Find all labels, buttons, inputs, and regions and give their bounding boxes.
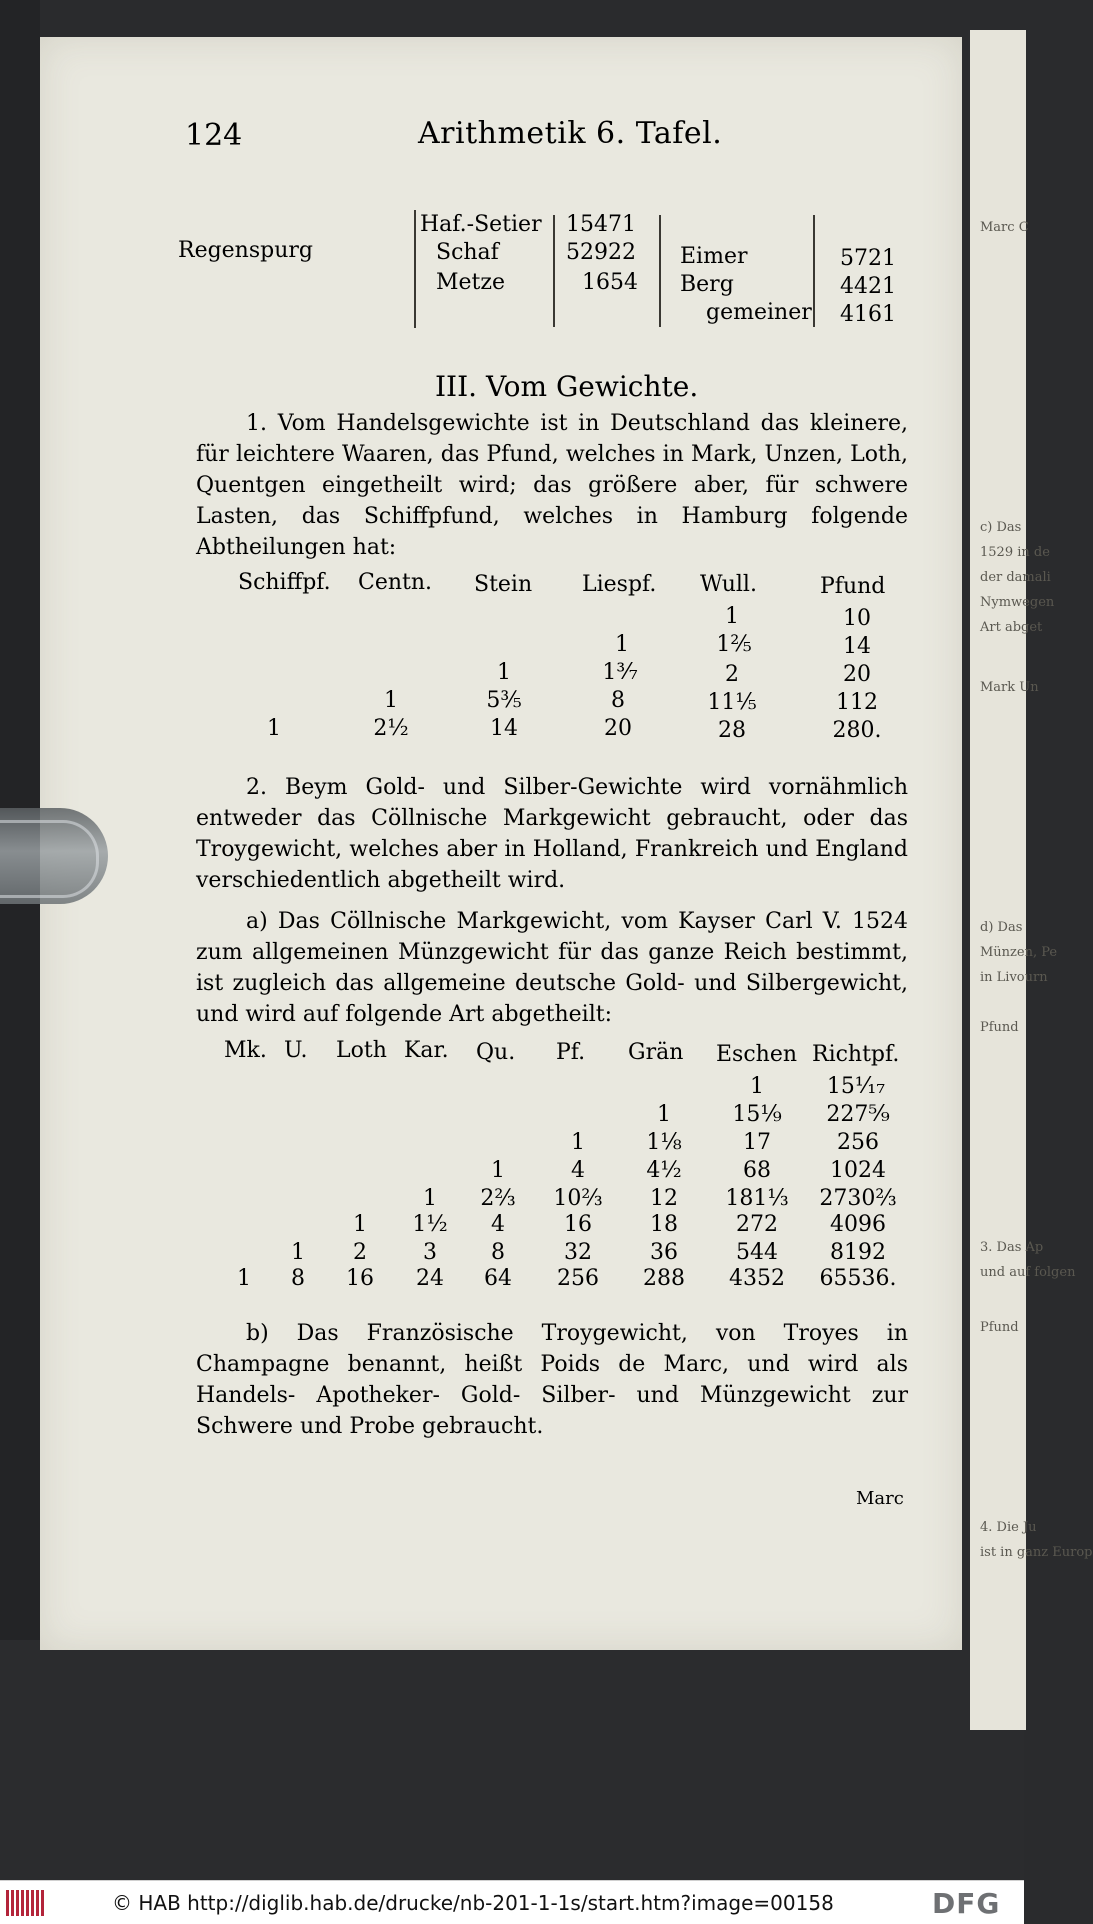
next-page-edge <box>968 30 1093 1730</box>
next-page-fragment: 3. Das Ap <box>980 1240 1044 1255</box>
table-cell: 8 <box>491 1240 505 1265</box>
table-cell: 2½ <box>373 716 409 741</box>
next-page-fragment: Nymwegen <box>980 595 1055 610</box>
value-cell: 52922 <box>566 240 636 265</box>
table-cell: 14 <box>490 716 518 741</box>
table-header: Qu. <box>476 1040 516 1065</box>
table-cell: 1 <box>384 688 398 713</box>
table-header: U. <box>284 1038 308 1063</box>
table-header: Centn. <box>358 570 433 595</box>
table-header: Pfund <box>820 574 886 599</box>
value-cell: 4421 <box>840 274 896 299</box>
table-cell: 64 <box>484 1266 512 1291</box>
table-cell: 1 <box>497 660 511 685</box>
table-cell: 227⁵⁄₉ <box>826 1102 890 1127</box>
next-page-fragment: Marc C <box>980 220 1029 235</box>
table-cell: 1⅛ <box>646 1130 682 1155</box>
table-cell: 1 <box>615 632 629 657</box>
table-cell: 3 <box>423 1240 437 1265</box>
table-cell: 4096 <box>830 1212 886 1237</box>
copyright-link[interactable]: © HAB http://diglib.hab.de/drucke/nb-201-1-1s/start.htm?image=00158 <box>112 1891 834 1915</box>
unit-cell: Metze <box>436 270 505 295</box>
table-rule <box>659 215 661 327</box>
table-header: Pf. <box>556 1040 586 1065</box>
table-cell: 14 <box>843 634 871 659</box>
table-cell: 544 <box>736 1240 778 1265</box>
table-cell: 8 <box>291 1266 305 1291</box>
table-cell: 4 <box>571 1158 585 1183</box>
table-cell: 65536. <box>819 1266 897 1291</box>
table-cell: 1 <box>291 1240 305 1265</box>
table-cell: 1 <box>491 1158 505 1183</box>
table-header: Loth <box>336 1038 387 1063</box>
paragraph: 2. Beym Gold- und Silber-Gewichte wird vornähmlich entweder das Cöllnische Markgewicht gebraucht, oder das Troygewicht, welches aber in Holland, Frankreich und England verschiedentlich abgetheilt wird. <box>196 775 908 893</box>
table-header: Mk. <box>224 1038 267 1063</box>
table-cell: 12 <box>650 1186 678 1211</box>
next-page-fragment: in Livourn <box>980 970 1048 985</box>
table-cell: 2⅔ <box>480 1186 516 1211</box>
value-cell: 5721 <box>840 246 896 271</box>
unit-cell: gemeiner <box>706 300 812 325</box>
table-cell: 2730⅔ <box>819 1186 897 1211</box>
table-cell: 2 <box>725 662 739 687</box>
next-page-fragment: und auf folgen <box>980 1265 1076 1280</box>
table-cell: 288 <box>643 1266 685 1291</box>
table-cell: 1 <box>353 1212 367 1237</box>
scanner-background <box>0 0 40 1880</box>
table-cell: 10 <box>843 606 871 631</box>
table-cell: 1 <box>750 1074 764 1099</box>
next-page-fragment: der damali <box>980 570 1051 585</box>
next-page-fragment: Münzen, Pe <box>980 945 1058 960</box>
table-cell: 1 <box>267 716 281 741</box>
table-header: Wull. <box>700 572 757 597</box>
table-cell: 8 <box>611 688 625 713</box>
next-page-fragment: Mark Un <box>980 680 1039 695</box>
value-cell: 4161 <box>840 302 896 327</box>
table-header: Grän <box>628 1040 684 1065</box>
table-cell: 17 <box>743 1130 771 1155</box>
table-cell: 1024 <box>830 1158 886 1183</box>
next-page-fragment: Pfund <box>980 1020 1019 1035</box>
page-clip-highlight <box>0 820 99 898</box>
table-cell: 32 <box>564 1240 592 1265</box>
dfg-logo: DFG <box>932 1887 1001 1920</box>
table-cell: 24 <box>416 1266 444 1291</box>
paragraph: a) Das Cöllnische Markgewicht, vom Kayser Carl V. 1524 zum allgemeinen Münzgewicht für das ganze Reich bestimmt, ist zugleich das allgemeine deutsche Gold- und Silbergewicht, und wird auf folgende Art abgetheilt: <box>196 909 908 1027</box>
table-rule <box>414 210 416 328</box>
unit-cell: Eimer <box>680 244 748 269</box>
next-page-fragment: 1529 in de <box>980 545 1050 560</box>
table-cell: 280. <box>832 718 882 743</box>
table-cell: 181⅓ <box>725 1186 789 1211</box>
table-header: Liespf. <box>582 572 657 597</box>
table-cell: 4 <box>491 1212 505 1237</box>
page-number: 124 <box>185 118 243 153</box>
next-page-fragment: c) Das <box>980 520 1022 535</box>
table-rule <box>813 215 815 327</box>
table-header: Kar. <box>404 1038 449 1063</box>
table-cell: 4352 <box>729 1266 785 1291</box>
table-cell: 1³⁄₇ <box>602 660 638 685</box>
table-rule <box>553 215 555 327</box>
table-cell: 36 <box>650 1240 678 1265</box>
table-header: Schiffpf. <box>238 570 331 595</box>
table-cell: 15⅑ <box>732 1102 782 1127</box>
table-cell: 112 <box>836 690 878 715</box>
scanner-background-bottom <box>0 1640 1024 1880</box>
table-header: Richtpf. <box>812 1042 900 1067</box>
table-cell: 15¹⁄₁₇ <box>826 1074 886 1099</box>
city-label: Regenspurg <box>178 238 313 263</box>
table-cell: 18 <box>650 1212 678 1237</box>
unit-cell: Berg <box>680 272 734 297</box>
table-cell: 1½ <box>412 1212 448 1237</box>
table-cell: 11⅕ <box>707 690 757 715</box>
table-cell: 256 <box>557 1266 599 1291</box>
table-cell: 10⅔ <box>553 1186 603 1211</box>
value-cell: 15471 <box>566 212 636 237</box>
table-cell: 4½ <box>646 1158 682 1183</box>
section-heading: III. Vom Gewichte. <box>435 370 699 403</box>
paragraph: b) Das Französische Troygewicht, von Troyes in Champagne benannt, heißt Poids de Marc, und wird als Handels- Apotheker- Gold- Silber- und Münzgewicht zur Schwere und Probe gebraucht. <box>196 1321 908 1439</box>
next-page-fragment: ist in ganz Europ <box>980 1545 1093 1560</box>
table-cell: 1 <box>237 1266 251 1291</box>
table-cell: 16 <box>564 1212 592 1237</box>
library-logo-icon <box>6 1890 46 1916</box>
table-cell: 1 <box>657 1102 671 1127</box>
viewer-footer <box>0 1880 1024 1924</box>
table-cell: 2 <box>353 1240 367 1265</box>
paragraph: 1. Vom Handelsgewichte ist in Deutschland das kleinere, für leichtere Waaren, das Pfund, welches in Mark, Unzen, Loth, Quentgen eingetheilt wird; das größere aber, für schwere Lasten, das Schiffpfund, welches in Hamburg folgende Abtheilungen hat: <box>196 411 908 560</box>
next-page-fragment: d) Das <box>980 920 1023 935</box>
table-header: Stein <box>474 572 533 597</box>
table-cell: 68 <box>743 1158 771 1183</box>
table-cell: 8192 <box>830 1240 886 1265</box>
table-cell: 1 <box>423 1186 437 1211</box>
unit-cell: Schaf <box>436 240 499 265</box>
catchword: Marc <box>856 1488 904 1509</box>
table-cell: 20 <box>843 662 871 687</box>
table-cell: 20 <box>604 716 632 741</box>
table-cell: 16 <box>346 1266 374 1291</box>
table-cell: 1⅖ <box>716 632 752 657</box>
value-cell: 1654 <box>582 270 638 295</box>
table-cell: 272 <box>736 1212 778 1237</box>
table-cell: 256 <box>837 1130 879 1155</box>
table-cell: 28 <box>718 718 746 743</box>
running-head: Arithmetik 6. Tafel. <box>418 116 723 151</box>
next-page-fragment: Art abget <box>980 620 1043 635</box>
unit-cell: Haf.-Setier <box>420 212 542 237</box>
next-page-fragment: Pfund <box>980 1320 1019 1335</box>
table-cell: 1 <box>725 604 739 629</box>
table-cell: 5⅗ <box>486 688 522 713</box>
table-cell: 1 <box>571 1130 585 1155</box>
next-page-fragment: 4. Die Ju <box>980 1520 1037 1535</box>
table-header: Eschen <box>716 1042 798 1067</box>
